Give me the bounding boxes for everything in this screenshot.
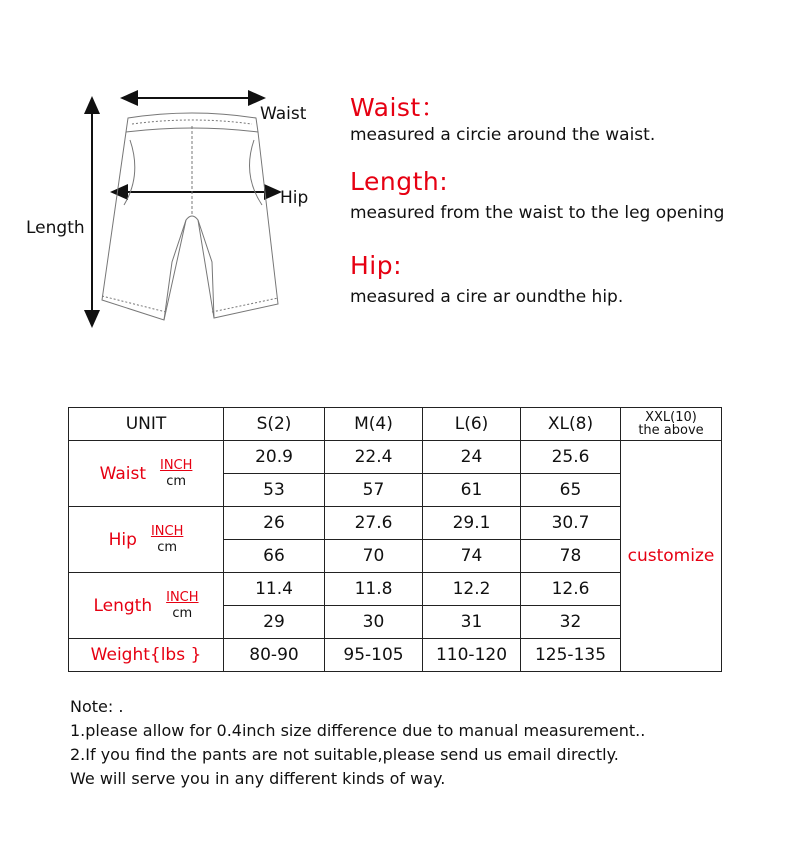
size-header-xxl-line1: XXL(10): [645, 410, 697, 425]
table-cell: 30: [325, 606, 423, 639]
note-line-1: 1.please allow for 0.4inch size difference due to manual measurement..: [70, 721, 646, 740]
length-row-title: Length: [93, 595, 153, 616]
table-row: [69, 441, 722, 474]
table-cell: 26: [224, 507, 325, 540]
table-cell: 110-120: [423, 639, 521, 672]
table-cell: 11.4: [224, 573, 325, 606]
table-cell: 66: [224, 540, 325, 573]
shorts-diagram: [0, 0, 330, 340]
table-cell: 65: [521, 474, 621, 507]
table-cell: 12.6: [521, 573, 621, 606]
table-cell: 95-105: [325, 639, 423, 672]
note-line-3: We will serve you in any different kinds of way.: [70, 769, 446, 788]
note-line-2: 2.If you find the pants are not suitable,please send us email directly.: [70, 745, 619, 764]
table-cell: 70: [325, 540, 423, 573]
table-cell: 53: [224, 474, 325, 507]
waist-label: Waist: [260, 104, 307, 124]
size-header-m: M(4): [325, 408, 423, 441]
hip-def-title: Hip:: [350, 251, 403, 280]
unit-header: UNIT: [69, 408, 224, 441]
waist-row-label: [69, 441, 224, 507]
note-heading: Note: .: [70, 697, 124, 716]
length-row-label: [69, 573, 224, 639]
table-cell: 32: [521, 606, 621, 639]
size-header-s: S(2): [224, 408, 325, 441]
table-cell: 29: [224, 606, 325, 639]
table-cell: 125-135: [521, 639, 621, 672]
hip-row-label: [69, 507, 224, 573]
hip-row-title: Hip: [108, 529, 137, 550]
table-cell: 24: [423, 441, 521, 474]
table-cell: 11.8: [325, 573, 423, 606]
table-cell: 57: [325, 474, 423, 507]
table-cell: 78: [521, 540, 621, 573]
table-header-row: [69, 408, 722, 441]
table-cell: 74: [423, 540, 521, 573]
table-cell: 29.1: [423, 507, 521, 540]
unit-inch: INCH: [159, 457, 193, 473]
table-cell: 61: [423, 474, 521, 507]
waist-def-title: Waist：: [350, 93, 447, 122]
table-cell: 30.7: [521, 507, 621, 540]
unit-cm: cm: [166, 473, 187, 489]
table-cell: 31: [423, 606, 521, 639]
table-cell: 27.6: [325, 507, 423, 540]
table-cell: 20.9: [224, 441, 325, 474]
unit-inch: INCH: [166, 589, 199, 605]
shorts-outline: [102, 113, 278, 320]
table-cell: 22.4: [325, 441, 423, 474]
waist-def-text: measured a circie around the waist.: [350, 125, 656, 145]
size-table: [68, 407, 722, 672]
hip-label: Hip: [280, 188, 309, 208]
length-def-title: Length:: [350, 167, 449, 196]
unit-cm: cm: [157, 539, 178, 555]
size-header-xl: XL(8): [521, 408, 621, 441]
size-header-xxl-line2: the above: [638, 423, 704, 438]
customize-cell: customize: [621, 441, 722, 672]
table-cell: 12.2: [423, 573, 521, 606]
table-cell: 25.6: [521, 441, 621, 474]
unit-cm: cm: [172, 605, 193, 621]
length-def-text: measured from the waist to the leg opening: [350, 203, 725, 223]
weight-row-label: Weight{lbs }: [69, 639, 224, 672]
shorts-drawing: [0, 0, 330, 340]
table-cell: 80-90: [224, 639, 325, 672]
size-header-xxl: [621, 408, 722, 441]
hip-def-text: measured a cire ar oundthe hip.: [350, 287, 624, 307]
length-label: Length: [26, 218, 85, 238]
waist-row-title: Waist: [99, 463, 146, 484]
size-header-l: L(6): [423, 408, 521, 441]
unit-inch: INCH: [150, 523, 184, 539]
